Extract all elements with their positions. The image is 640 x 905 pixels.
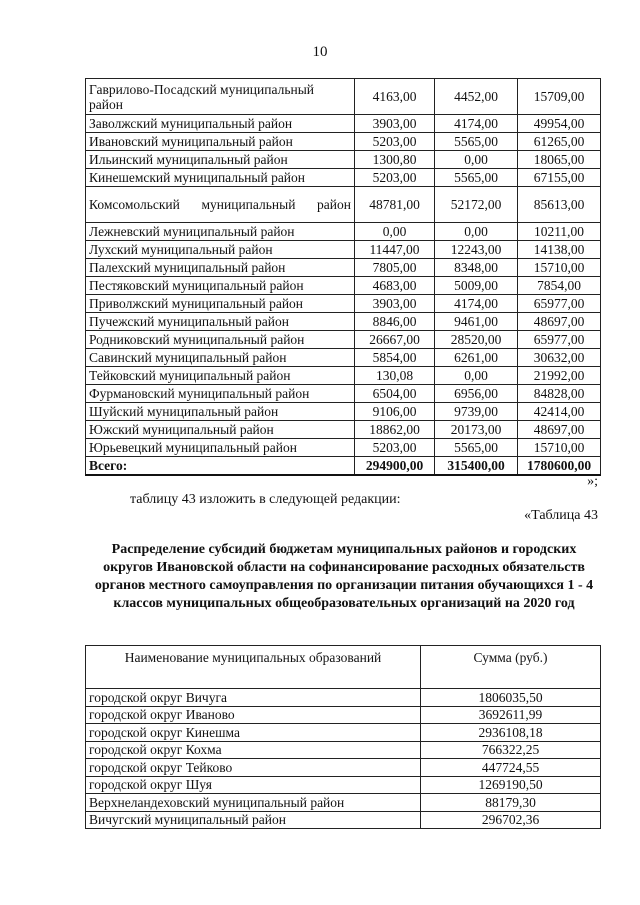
value-2018: 18862,00 <box>355 421 435 439</box>
subsidy-amount: 2936108,18 <box>421 724 601 742</box>
table-row <box>86 776 601 794</box>
header-sum: Сумма (руб.) <box>421 646 601 689</box>
municipality-name: городской округ Иваново <box>86 706 421 724</box>
value-2019: 5565,00 <box>435 439 518 457</box>
district-name: Ивановский муниципальный район <box>86 133 355 151</box>
value-2018: 3903,00 <box>355 115 435 133</box>
value-2018: 6504,00 <box>355 385 435 403</box>
municipality-name: городской округ Вичуга <box>86 689 421 707</box>
district-name: Пучежский муниципальный район <box>86 313 355 331</box>
district-name: Тейковский муниципальный район <box>86 367 355 385</box>
value-2019: 20173,00 <box>435 421 518 439</box>
district-name: Заволжский муниципальный район <box>86 115 355 133</box>
district-name: Лежневский муниципальный район <box>86 223 355 241</box>
district-name: Родниковский муниципальный район <box>86 331 355 349</box>
value-2018: 1300,80 <box>355 151 435 169</box>
table-row <box>86 759 601 777</box>
value-2020: 15709,00 <box>518 79 601 115</box>
district-name: Гаврилово-Посадский муниципальный район <box>86 79 355 115</box>
table-row <box>86 331 601 349</box>
value-2019: 12243,00 <box>435 241 518 259</box>
district-name: Фурмановский муниципальный район <box>86 385 355 403</box>
value-2019: 4174,00 <box>435 115 518 133</box>
municipality-name: городской округ Шуя <box>86 776 421 794</box>
subsidy-amount: 766322,25 <box>421 741 601 759</box>
subsidy-amount: 88179,30 <box>421 794 601 812</box>
table-row <box>86 151 601 169</box>
value-2018: 5854,00 <box>355 349 435 367</box>
total-value-1: 294900,00 <box>355 457 435 475</box>
table-row <box>86 133 601 151</box>
subsidy-amount: 3692611,99 <box>421 706 601 724</box>
value-2020: 15710,00 <box>518 439 601 457</box>
table-row <box>86 741 601 759</box>
subsidy-amount: 447724,55 <box>421 759 601 777</box>
district-name: Шуйский муниципальный район <box>86 403 355 421</box>
district-name: Лухский муниципальный район <box>86 241 355 259</box>
closing-quote-mark: »; <box>587 474 598 489</box>
subsidy-amount: 1806035,50 <box>421 689 601 707</box>
table-row <box>86 385 601 403</box>
value-2019: 52172,00 <box>435 187 518 223</box>
value-2018: 48781,00 <box>355 187 435 223</box>
table-row <box>86 295 601 313</box>
value-2018: 5203,00 <box>355 439 435 457</box>
page-number: 10 <box>312 44 328 60</box>
table-row <box>86 403 601 421</box>
table-row <box>86 187 601 223</box>
district-name: Пестяковский муниципальный район <box>86 277 355 295</box>
table-row <box>86 439 601 457</box>
value-2018: 4683,00 <box>355 277 435 295</box>
total-row <box>86 457 601 475</box>
amendment-paragraph: таблицу 43 изложить в следующей редакции: <box>130 492 401 507</box>
value-2018: 8846,00 <box>355 313 435 331</box>
value-2019: 0,00 <box>435 223 518 241</box>
value-2018: 3903,00 <box>355 295 435 313</box>
value-2020: 85613,00 <box>518 187 601 223</box>
value-2020: 48697,00 <box>518 421 601 439</box>
table-row <box>86 367 601 385</box>
value-2019: 5565,00 <box>435 133 518 151</box>
value-2020: 42414,00 <box>518 403 601 421</box>
value-2018: 4163,00 <box>355 79 435 115</box>
municipality-name: Вичугский муниципальный район <box>86 811 421 829</box>
total-value-3: 1780600,00 <box>518 457 601 475</box>
table-label: «Таблица 43 <box>524 508 598 523</box>
value-2020: 7854,00 <box>518 277 601 295</box>
value-2020: 84828,00 <box>518 385 601 403</box>
value-2018: 11447,00 <box>355 241 435 259</box>
value-2020: 65977,00 <box>518 331 601 349</box>
value-2020: 65977,00 <box>518 295 601 313</box>
value-2019: 28520,00 <box>435 331 518 349</box>
value-2020: 10211,00 <box>518 223 601 241</box>
value-2019: 5009,00 <box>435 277 518 295</box>
table-header-row <box>86 646 601 689</box>
table-row <box>86 421 601 439</box>
subsidy-amount: 296702,36 <box>421 811 601 829</box>
district-name: Кинешемский муниципальный район <box>86 169 355 187</box>
value-2019: 4452,00 <box>435 79 518 115</box>
table-row <box>86 241 601 259</box>
value-2019: 9739,00 <box>435 403 518 421</box>
district-name: Ильинский муниципальный район <box>86 151 355 169</box>
table-row <box>86 313 601 331</box>
value-2020: 14138,00 <box>518 241 601 259</box>
value-2018: 26667,00 <box>355 331 435 349</box>
municipality-name: Верхнеландеховский муниципальный район <box>86 794 421 812</box>
value-2018: 7805,00 <box>355 259 435 277</box>
municipality-name: городской округ Кинешма <box>86 724 421 742</box>
table-row <box>86 223 601 241</box>
table-row <box>86 115 601 133</box>
district-name: Савинский муниципальный район <box>86 349 355 367</box>
table-row <box>86 794 601 812</box>
district-name: Юрьевецкий муниципальный район <box>86 439 355 457</box>
table-row <box>86 689 601 707</box>
value-2018: 130,08 <box>355 367 435 385</box>
value-2019: 6956,00 <box>435 385 518 403</box>
municipality-name: городской округ Тейково <box>86 759 421 777</box>
table-row <box>86 706 601 724</box>
value-2020: 49954,00 <box>518 115 601 133</box>
value-2019: 0,00 <box>435 367 518 385</box>
table-row <box>86 79 601 115</box>
table-row <box>86 277 601 295</box>
district-name: Палехский муниципальный район <box>86 259 355 277</box>
table-row <box>86 811 601 829</box>
value-2020: 15710,00 <box>518 259 601 277</box>
table-heading: Распределение субсидий бюджетам муниципальных районов и городских округов Ивановской области на софинансирование расходных обязательств органов местного самоуправления по организации питания обучающихся 1 - 4 классов муниципальных общеобразовательных организаций на 2020 год <box>94 542 594 611</box>
value-2019: 4174,00 <box>435 295 518 313</box>
value-2019: 0,00 <box>435 151 518 169</box>
value-2018: 0,00 <box>355 223 435 241</box>
value-2019: 8348,00 <box>435 259 518 277</box>
value-2020: 18065,00 <box>518 151 601 169</box>
value-2019: 6261,00 <box>435 349 518 367</box>
value-2020: 61265,00 <box>518 133 601 151</box>
total-label: Всего: <box>86 457 355 475</box>
municipality-name: городской округ Кохма <box>86 741 421 759</box>
value-2020: 21992,00 <box>518 367 601 385</box>
table-row <box>86 259 601 277</box>
value-2020: 30632,00 <box>518 349 601 367</box>
value-2019: 9461,00 <box>435 313 518 331</box>
subsidy-amount: 1269190,50 <box>421 776 601 794</box>
value-2020: 48697,00 <box>518 313 601 331</box>
subsidy-table-continued <box>85 78 601 476</box>
school-meals-subsidy-table <box>85 645 601 829</box>
value-2019: 5565,00 <box>435 169 518 187</box>
value-2018: 5203,00 <box>355 169 435 187</box>
district-name: Комсомольский муниципальный район <box>86 187 355 223</box>
table-row <box>86 169 601 187</box>
value-2018: 5203,00 <box>355 133 435 151</box>
value-2018: 9106,00 <box>355 403 435 421</box>
district-name: Приволжский муниципальный район <box>86 295 355 313</box>
header-name: Наименование муниципальных образований <box>86 646 421 689</box>
table-row <box>86 724 601 742</box>
total-value-2: 315400,00 <box>435 457 518 475</box>
value-2020: 67155,00 <box>518 169 601 187</box>
district-name: Южский муниципальный район <box>86 421 355 439</box>
table-row <box>86 349 601 367</box>
